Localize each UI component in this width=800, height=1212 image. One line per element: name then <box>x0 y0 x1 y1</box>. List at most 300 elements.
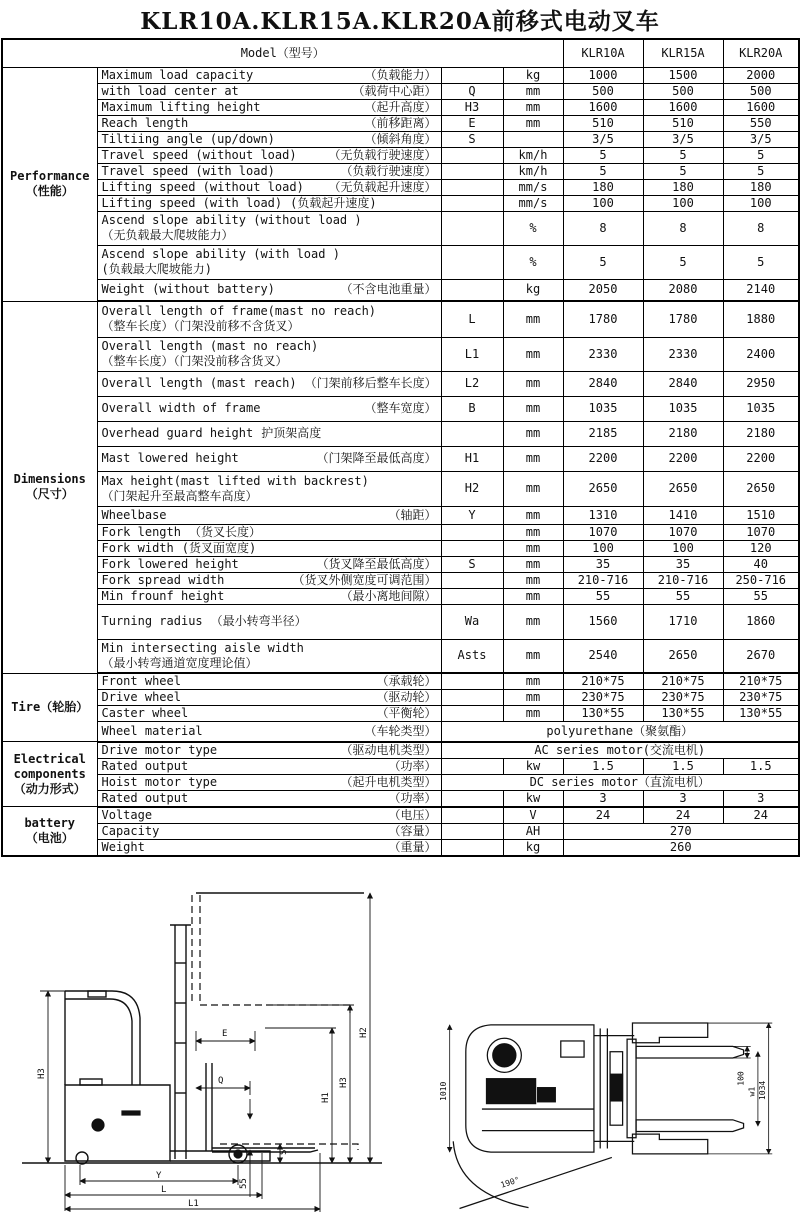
spec-value-cell: 2200 <box>563 446 643 471</box>
spec-desc-en: Overall length (mast no reach) <box>101 339 319 353</box>
spec-desc-en: Lifting speed (with load) <box>101 195 283 210</box>
spec-symbol-cell <box>441 706 503 722</box>
spec-desc-cell <box>97 99 441 115</box>
spec-desc-cn: （承载轮） <box>376 674 437 688</box>
spec-desc-en: Voltage <box>101 807 153 822</box>
spec-symbol-cell: H3 <box>441 99 503 115</box>
spec-unit-cell: mm <box>503 604 563 639</box>
spec-desc-cell <box>97 556 441 572</box>
table-row <box>2 446 799 471</box>
spec-desc-cell <box>97 673 441 690</box>
spec-value-cell: 2650 <box>563 471 643 506</box>
spec-value-cell: 230*75 <box>643 690 723 706</box>
spec-value-cell: 55 <box>723 588 799 604</box>
table-row <box>2 147 799 163</box>
spec-unit-cell: % <box>503 211 563 245</box>
spec-value-cell: 510 <box>563 115 643 131</box>
spec-value-cell: 2840 <box>643 371 723 396</box>
spec-desc-cn: （载荷中心距） <box>352 83 437 98</box>
top-view-diagram <box>408 989 796 1212</box>
section-label-line: （尺寸） <box>25 487 74 501</box>
spec-value-cell: 5 <box>643 163 723 179</box>
spec-value-cell: 3 <box>643 790 723 807</box>
spec-value-cell: 230*75 <box>563 690 643 706</box>
spec-value-cell: 55 <box>643 588 723 604</box>
spec-value-cell: 1410 <box>643 506 723 524</box>
spec-symbol-cell <box>441 211 503 245</box>
spec-desc-cell <box>97 211 441 245</box>
spec-desc-cn: （整车宽度） <box>364 401 437 415</box>
spec-symbol-cell <box>441 163 503 179</box>
spec-value-cell: 1000 <box>563 67 643 83</box>
spec-desc-en: Hoist motor type <box>101 774 218 789</box>
spec-symbol-cell <box>441 807 503 824</box>
spec-value-cell: 5 <box>643 147 723 163</box>
spec-value-cell: 3/5 <box>723 131 799 147</box>
spec-symbol-cell: B <box>441 396 503 421</box>
spec-symbol-cell: Wa <box>441 604 503 639</box>
spec-unit-cell: mm <box>503 471 563 506</box>
spec-desc-en: Maximum lifting height <box>101 99 261 114</box>
spec-value-cell: 2400 <box>723 337 799 371</box>
spec-symbol-cell <box>441 673 503 690</box>
spec-value-cell: 180 <box>723 179 799 195</box>
spec-desc-cell <box>97 706 441 722</box>
spec-value-cell: 5 <box>723 245 799 279</box>
table-row <box>2 524 799 540</box>
spec-value-cell: 3/5 <box>643 131 723 147</box>
spec-value-cell: 2180 <box>643 421 723 446</box>
table-row <box>2 572 799 588</box>
table-row <box>2 556 799 572</box>
spec-value-cell: 5 <box>563 163 643 179</box>
spec-value-cell: 2200 <box>643 446 723 471</box>
table-row <box>2 807 799 824</box>
table-row <box>2 421 799 446</box>
spec-desc-en: Weight <box>101 839 145 854</box>
spec-symbol-cell <box>441 421 503 446</box>
spec-value-cell: 500 <box>723 83 799 99</box>
spec-desc-cell <box>97 279 441 301</box>
spec-desc-en: Overall length of frame(mast no reach) <box>101 304 377 319</box>
spec-desc-cn: （货叉降至最低高度） <box>316 556 437 571</box>
dim-label-angle: 190° <box>499 1174 521 1190</box>
spec-value-cell: 1780 <box>643 301 723 337</box>
spec-value-cell: 1.5 <box>563 758 643 774</box>
spec-value-cell: 1035 <box>723 396 799 421</box>
spec-desc-en: Min frounf height <box>101 588 225 603</box>
side-view-diagram <box>10 863 392 1212</box>
table-row <box>2 758 799 774</box>
spec-desc-cn: （整车长度）（门架没前移含货叉） <box>101 354 288 368</box>
spec-desc-cell <box>97 742 441 759</box>
spec-value-cell: 510 <box>643 115 723 131</box>
spec-value-cell: 2650 <box>643 639 723 673</box>
spec-symbol-cell <box>441 572 503 588</box>
table-row <box>2 722 799 742</box>
spec-unit-cell: km/h <box>503 147 563 163</box>
dim-label-100: 100 <box>736 1070 746 1086</box>
spec-value-cell: 55 <box>563 588 643 604</box>
spec-value-cell: 1710 <box>643 604 723 639</box>
spec-desc-cell <box>97 131 441 147</box>
dim-label-1010: 1010 <box>439 1081 449 1101</box>
spec-value-cell: 5 <box>563 245 643 279</box>
spec-unit-cell: kw <box>503 758 563 774</box>
spec-symbol-cell: S <box>441 556 503 572</box>
spec-value-cell: 1600 <box>723 99 799 115</box>
spec-unit-cell: mm <box>503 99 563 115</box>
spec-desc-en: Min intersecting aisle width <box>101 640 304 655</box>
spec-desc-cell <box>97 337 441 371</box>
spec-unit-cell: kg <box>503 279 563 301</box>
spec-desc-cell <box>97 67 441 83</box>
spec-value-cell: 130*55 <box>563 706 643 722</box>
spec-unit-cell: mm <box>503 673 563 690</box>
spec-unit-cell: mm <box>503 337 563 371</box>
spec-desc-cn: （起升高度） <box>364 99 437 114</box>
table-row <box>2 706 799 722</box>
spec-symbol-cell <box>441 195 503 211</box>
table-row <box>2 163 799 179</box>
table-row <box>2 774 799 790</box>
spec-unit-cell: km/h <box>503 163 563 179</box>
spec-desc-cn: （电压） <box>388 807 437 822</box>
spec-symbol-cell <box>441 147 503 163</box>
table-row <box>2 790 799 807</box>
spec-unit-cell: mm <box>503 446 563 471</box>
spec-value-cell: 1.5 <box>643 758 723 774</box>
section-label-cell <box>2 673 97 742</box>
spec-value-cell: 1035 <box>563 396 643 421</box>
table-row <box>2 279 799 301</box>
spec-symbol-cell <box>441 823 503 839</box>
spec-value-cell: 5 <box>563 147 643 163</box>
spec-desc-cn: (负载起升速度) <box>290 195 377 210</box>
spec-desc-cell <box>97 807 441 824</box>
spec-value-cell: 2000 <box>723 67 799 83</box>
model-col-klr20a: KLR20A <box>723 39 799 67</box>
spec-symbol-cell: L <box>441 301 503 337</box>
spec-value-cell: 230*75 <box>723 690 799 706</box>
spec-symbol-cell <box>441 690 503 706</box>
spec-value-cell: 2080 <box>643 279 723 301</box>
spec-desc-cell <box>97 301 441 337</box>
spec-desc-cell <box>97 195 441 211</box>
spec-symbol-cell <box>441 245 503 279</box>
spec-unit-cell: mm <box>503 421 563 446</box>
spec-desc-en: Rated output <box>101 790 189 805</box>
dim-label-w1: w1 <box>747 1086 757 1097</box>
model-header-cell: Model（型号） <box>2 39 563 67</box>
spec-unit-cell: mm <box>503 371 563 396</box>
table-row <box>2 604 799 639</box>
table-row <box>2 337 799 371</box>
spec-value-cell: 2540 <box>563 639 643 673</box>
table-row <box>2 506 799 524</box>
spec-unit-cell: mm <box>503 506 563 524</box>
spec-desc-cell <box>97 506 441 524</box>
dim-label-1034: 1034 <box>758 1080 768 1100</box>
spec-desc-cell <box>97 722 441 742</box>
spec-value-cell: 3/5 <box>563 131 643 147</box>
spec-desc-cn: （无负载起升速度） <box>328 179 437 194</box>
table-row <box>2 245 799 279</box>
spec-unit-cell: mm <box>503 115 563 131</box>
table-row <box>2 99 799 115</box>
spec-desc-en: Fork spread width <box>101 572 225 587</box>
section-label-cell <box>2 67 97 301</box>
spec-value-cell: 8 <box>643 211 723 245</box>
spec-value-cell: 2670 <box>723 639 799 673</box>
spec-symbol-cell <box>441 790 503 807</box>
dim-label-h3-right: H3 <box>339 1076 349 1088</box>
spec-desc-en: Ascend slope ability (with load ) <box>101 247 340 261</box>
spec-value-cell: 100 <box>723 195 799 211</box>
spec-desc-en: Maximum load capacity <box>101 67 254 82</box>
spec-desc-cn: （无负载行驶速度） <box>328 147 437 162</box>
spec-symbol-cell: S <box>441 131 503 147</box>
spec-desc-cn: (负载最大爬坡能力) <box>101 262 212 276</box>
section-label-line: Dimensions <box>13 472 86 486</box>
spec-desc-en: Overhead guard height <box>101 426 254 440</box>
page-title: KLR10A.KLR15A.KLR20A前移式电动叉车 <box>140 8 660 35</box>
spec-symbol-cell <box>441 179 503 195</box>
spec-symbol-cell: Y <box>441 506 503 524</box>
spec-desc-en: Max height(mast lifted with backrest) <box>101 473 369 488</box>
spec-desc-cn: （门架前移后整车长度） <box>304 376 437 390</box>
spec-unit-cell: mm/s <box>503 179 563 195</box>
spec-desc-cn: （负载行驶速度） <box>340 163 437 178</box>
spec-value-cell: 100 <box>563 195 643 211</box>
spec-desc-en: Fork length <box>101 524 181 539</box>
spec-desc-en: Fork width <box>101 540 174 555</box>
table-row <box>2 211 799 245</box>
table-row <box>2 690 799 706</box>
spec-desc-en: Travel speed (without load) <box>101 147 297 162</box>
spec-desc-cn: （驱动电机类型） <box>340 742 437 757</box>
spec-value-cell: 210-716 <box>563 572 643 588</box>
spec-desc-en: Front wheel <box>101 674 181 688</box>
spec-desc-cell <box>97 245 441 279</box>
section-label-cell <box>2 807 97 856</box>
spec-value-cell: 2650 <box>723 471 799 506</box>
spec-desc-cell <box>97 774 441 790</box>
spec-symbol-cell <box>441 524 503 540</box>
table-row <box>2 131 799 147</box>
section-label-line: components <box>13 766 86 781</box>
spec-symbol-cell: H2 <box>441 471 503 506</box>
spec-desc-en: Caster wheel <box>101 706 189 720</box>
section-label-line: Electrical <box>13 751 86 766</box>
table-row <box>2 823 799 839</box>
spec-unit-cell: mm <box>503 572 563 588</box>
dim-label-e: E <box>222 1028 228 1039</box>
spec-value-cell: 1500 <box>643 67 723 83</box>
spec-unit-cell: V <box>503 807 563 824</box>
spec-desc-en: Wheel material <box>101 723 203 738</box>
spec-value-cell: 1070 <box>563 524 643 540</box>
spec-value-cell: 250-716 <box>723 572 799 588</box>
spec-desc-cell <box>97 524 441 540</box>
table-row <box>2 839 799 856</box>
spec-symbol-cell <box>441 839 503 856</box>
dim-label-h2: H2 <box>359 1026 369 1038</box>
spec-unit-cell: mm <box>503 301 563 337</box>
spec-desc-cn: 护顶架高度 <box>261 426 322 440</box>
dim-label-y: Y <box>156 1170 162 1181</box>
spec-value-cell: 210*75 <box>723 673 799 690</box>
spec-desc-cn: （门架降至最低高度） <box>316 451 437 465</box>
section-label-cell <box>2 742 97 807</box>
spec-desc-cn: （整车长度）（门架没前移不含货叉） <box>101 319 300 334</box>
table-row <box>2 301 799 337</box>
spec-desc-cn: （倾斜角度） <box>364 131 437 146</box>
table-row <box>2 742 799 759</box>
model-col-klr10a: KLR10A <box>563 39 643 67</box>
spec-value-span-cell: 260 <box>563 839 799 856</box>
spec-unit-cell: mm <box>503 396 563 421</box>
spec-value-cell: 180 <box>643 179 723 195</box>
dim-label-h1: H1 <box>321 1091 331 1103</box>
spec-desc-cell <box>97 179 441 195</box>
spec-symbol-cell <box>441 540 503 556</box>
spec-desc-cn: （前移距离） <box>364 115 437 130</box>
spec-value-cell: 1035 <box>643 396 723 421</box>
spec-desc-cell <box>97 471 441 506</box>
spec-desc-cn: （功率） <box>388 758 437 773</box>
spec-desc-cn: （驱动轮） <box>376 690 437 704</box>
spec-symbol-cell: L2 <box>441 371 503 396</box>
spec-desc-cell <box>97 572 441 588</box>
spec-desc-cn: （不含电池重量） <box>340 282 437 297</box>
spec-desc-en: Turning radius <box>101 614 203 628</box>
table-row <box>2 471 799 506</box>
spec-value-cell: 1510 <box>723 506 799 524</box>
table-row <box>2 673 799 690</box>
spec-value-cell: 210*75 <box>643 673 723 690</box>
spec-desc-en: Overall length (mast reach) <box>101 376 297 390</box>
spec-desc-cell <box>97 790 441 807</box>
spec-unit-cell: mm <box>503 690 563 706</box>
spec-desc-en: Weight (without battery) <box>101 282 275 297</box>
spec-unit-cell: mm <box>503 588 563 604</box>
spec-desc-en: Drive wheel <box>101 690 181 704</box>
spec-symbol-cell <box>441 588 503 604</box>
table-row <box>2 115 799 131</box>
section-label-line: battery <box>24 815 76 830</box>
spec-unit-cell: kw <box>503 790 563 807</box>
spec-value-cell: 1070 <box>723 524 799 540</box>
spec-value-cell: 2050 <box>563 279 643 301</box>
spec-value-cell: 2140 <box>723 279 799 301</box>
spec-value-cell: 1.5 <box>723 758 799 774</box>
spec-desc-cell <box>97 604 441 639</box>
spec-desc-en: Fork lowered height <box>101 556 239 571</box>
spec-desc-cell <box>97 446 441 471</box>
spec-value-cell: 8 <box>723 211 799 245</box>
spec-value-cell: 5 <box>723 147 799 163</box>
spec-desc-en: Reach length <box>101 115 189 130</box>
spec-desc-cell <box>97 639 441 673</box>
table-row <box>2 396 799 421</box>
spec-desc-cell <box>97 115 441 131</box>
spec-unit-cell: AH <box>503 823 563 839</box>
spec-value-cell: 2180 <box>723 421 799 446</box>
spec-unit-cell: kg <box>503 839 563 856</box>
spec-value-cell: 35 <box>563 556 643 572</box>
dim-label-l1: L1 <box>188 1198 199 1209</box>
spec-symbol-cell: E <box>441 115 503 131</box>
table-row <box>2 639 799 673</box>
spec-desc-cell <box>97 396 441 421</box>
spec-value-cell: 1600 <box>643 99 723 115</box>
spec-desc-cn: （重量） <box>388 839 437 854</box>
spec-value-cell: 120 <box>723 540 799 556</box>
spec-value-cell: 1070 <box>643 524 723 540</box>
spec-value-span-cell: polyurethane（聚氨酯） <box>441 722 799 742</box>
spec-value-span-cell: DC series motor（直流电机） <box>441 774 799 790</box>
spec-value-cell: 2185 <box>563 421 643 446</box>
spec-desc-cn: （容量） <box>388 823 437 838</box>
table-row <box>2 179 799 195</box>
spec-desc-en: Overall width of frame <box>101 401 261 415</box>
spec-value-span-cell: AC series motor(交流电机) <box>441 742 799 759</box>
spec-desc-cn: （最小离地间隙） <box>340 588 437 603</box>
spec-unit-cell: mm <box>503 524 563 540</box>
spec-desc-cn: （轴距） <box>388 507 437 522</box>
table-row <box>2 83 799 99</box>
spec-value-cell: 2950 <box>723 371 799 396</box>
spec-unit-cell: mm/s <box>503 195 563 211</box>
spec-value-cell: 1780 <box>563 301 643 337</box>
spec-desc-en: Ascend slope ability (without load ) <box>101 213 362 227</box>
spec-symbol-cell: Q <box>441 83 503 99</box>
spec-symbol-cell <box>441 279 503 301</box>
spec-desc-cell <box>97 83 441 99</box>
spec-unit-cell: mm <box>503 540 563 556</box>
spec-value-cell: 5 <box>643 245 723 279</box>
model-col-klr15a: KLR15A <box>643 39 723 67</box>
spec-value-cell: 24 <box>563 807 643 824</box>
spec-value-cell: 5 <box>723 163 799 179</box>
spec-unit-cell: mm <box>503 639 563 673</box>
spec-desc-cell <box>97 823 441 839</box>
spec-value-cell: 130*55 <box>643 706 723 722</box>
model-header-row <box>2 39 799 67</box>
spec-desc-cn: （负载能力） <box>364 67 437 82</box>
table-row <box>2 195 799 211</box>
dim-label-s: S <box>279 1149 289 1155</box>
spec-desc-cell <box>97 540 441 556</box>
spec-unit-cell: mm <box>503 556 563 572</box>
spec-desc-cell <box>97 371 441 396</box>
spec-desc-cn: （门架起升至最高整车高度） <box>101 488 258 503</box>
dim-label-55: 55 <box>239 1177 249 1189</box>
technical-drawings <box>0 857 800 1212</box>
spec-desc-en: with load center at <box>101 83 239 98</box>
spec-table <box>1 38 800 857</box>
spec-value-cell: 3 <box>723 790 799 807</box>
spec-value-cell: 100 <box>643 540 723 556</box>
spec-unit-cell: kg <box>503 67 563 83</box>
spec-value-span-cell: 270 <box>563 823 799 839</box>
spec-unit-cell: mm <box>503 83 563 99</box>
spec-value-cell: 2650 <box>643 471 723 506</box>
table-row <box>2 540 799 556</box>
table-row <box>2 588 799 604</box>
spec-value-cell: 100 <box>563 540 643 556</box>
